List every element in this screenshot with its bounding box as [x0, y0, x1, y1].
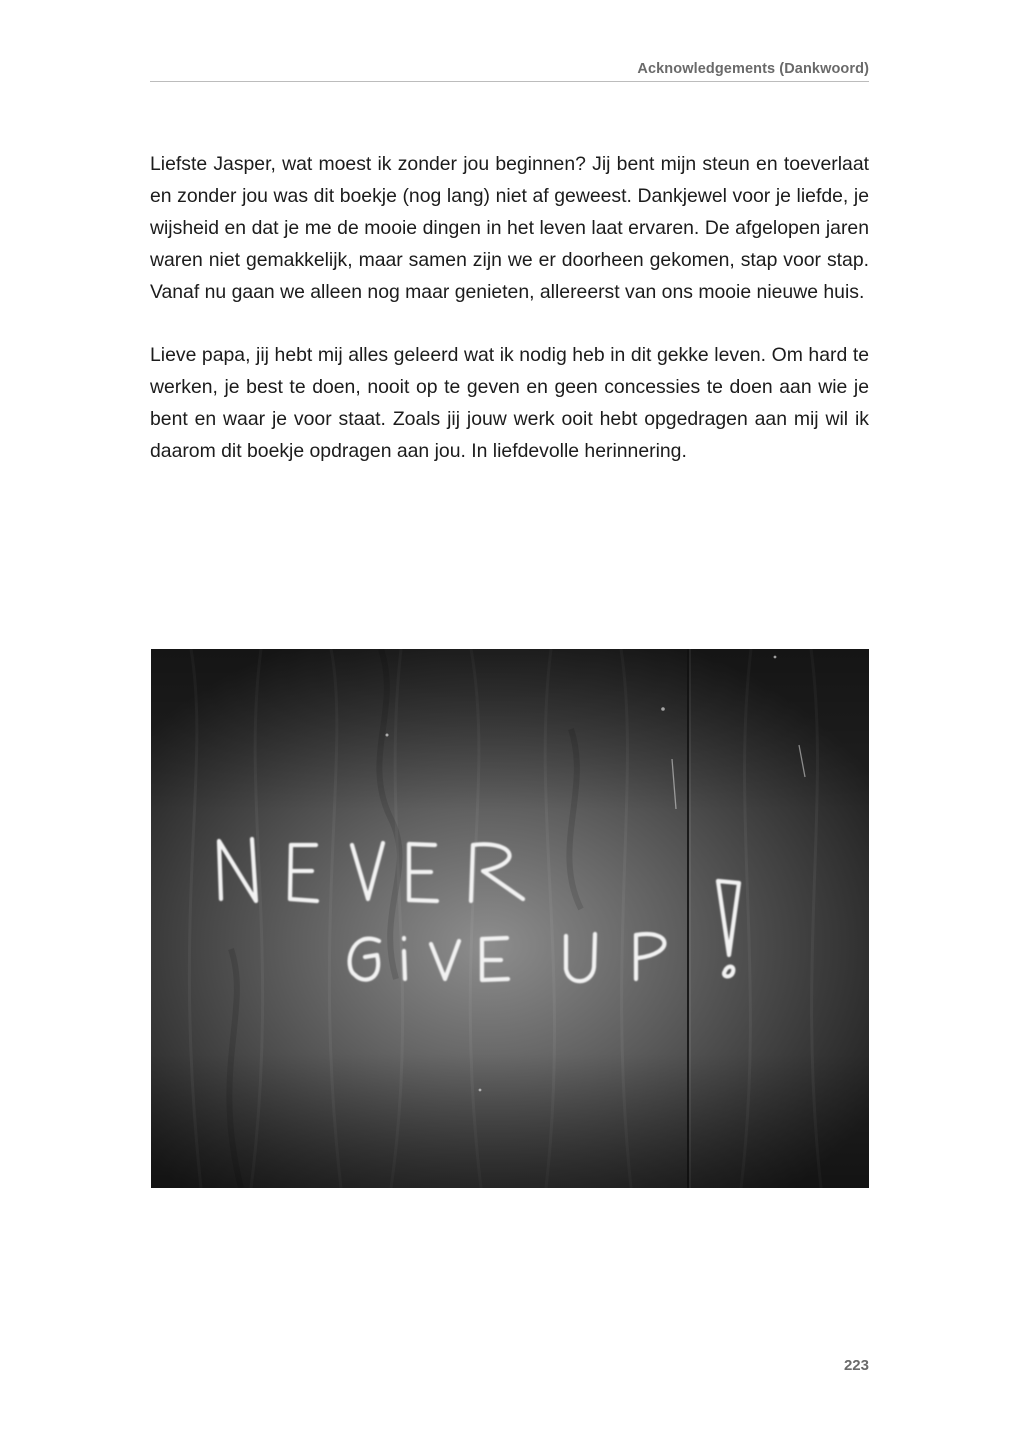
photo-art — [151, 649, 869, 1188]
paragraph-papa: Lieve papa, jij hebt mij alles geleerd wat ik nodig heb in dit gekke leven. Om hard te werken, je best te doen, nooit op te geven en geen concessies te doen aan wie je bent en waar je voor staat. Zoals jij jouw werk ooit hebt opgedragen aan mij wil ik daarom dit boekje opdragen aan jou. In liefdevolle herinnering. — [150, 344, 869, 462]
header-rule — [150, 81, 869, 82]
paragraph-jasper: Liefste Jasper, wat moest ik zonder jou beginnen? Jij bent mijn steun en toeverlaat en zonder jou was dit boekje (nog lang) niet af geweest. Dankjewel voor je liefde, je wijsheid en dat je me de mooie dingen in het leven laat ervaren. De afgelopen jaren waren niet gemakkelijk, maar samen zijn we er doorheen gekomen, stap voor stap. Vanaf nu gaan we alleen nog maar genieten, allereerst van ons mooie nieuwe huis. — [150, 153, 869, 303]
body-text — [150, 148, 869, 498]
wood-graffiti-photo — [151, 649, 869, 1188]
running-header: Acknowledgements (Dankwoord) — [637, 61, 869, 77]
page-number: 223 — [843, 1357, 869, 1374]
